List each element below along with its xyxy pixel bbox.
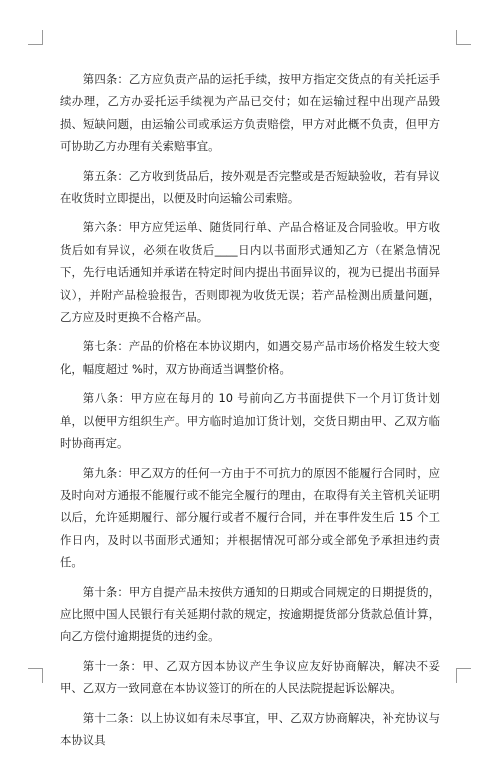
clause-article-7: 第七条：产品的价格在本协议期内，如遇交易产品市场价格发生较大变化，幅度超过 %时，双方协商适当调整价格。: [60, 339, 440, 376]
clause-article-6: 第六条：甲方应凭运单、随货同行单、产品合格证及合同验收。甲方收货后如有异议，必须在收货后____日内以书面形式通知乙方（在紧急情况下，先行电话通知并承诺在特定时间内提出书面异议的，视为已提出书面异议），并附产品检验报告，否则即视为收货无误；若产品检测出质量问题，乙方应及时更换不合格产品。: [60, 220, 440, 325]
page-corner-mark-bottom-left: [28, 668, 43, 683]
page-corner-mark-top-right: [456, 30, 471, 45]
clause-article-10: 第十条：甲方自提产品未按供方通知的日期或合同规定的日期提货的，应比照中国人民银行有关延期付款的规定，按逾期提货部分货款总值计算，向乙方偿付逾期提货的违约金。: [60, 584, 440, 644]
document-body: [60, 68, 440, 758]
page-corner-mark-bottom-right: [456, 668, 471, 683]
clause-article-5: 第五条：乙方收到货品后，按外观是否完整或是否短缺验收，若有异议在收货时立即提出，以便及时向运输公司索赔。: [60, 168, 440, 206]
page-corner-mark-top-left: [28, 30, 43, 45]
clause-article-4: 第四条：乙方应负责产品的运托手续，按甲方指定交货点的有关托运手续办理，乙方办妥托运手续视为产品已交付；如在运输过程中出现产品毁损、短缺问题，由运输公司或承运方负责赔偿，甲方对此概不负责，但甲方可协助乙方办理有关索赔事宜。: [60, 72, 440, 154]
clause-article-12: 第十二条：以上协议如有未尽事宜，甲、乙双方协商解决，补充协议与本协议具: [60, 710, 440, 747]
clause-article-8: 第八条：甲方应在每月的 10 号前向乙方书面提供下一个月订货计划单，以便甲方组织生产。甲方临时追加订货计划，交货日期由甲、乙双方临时协商再定。: [60, 391, 440, 451]
clause-article-11: 第十一条：甲、乙双方因本协议产生争议应友好协商解决，解决不妥甲、乙双方一致同意在本协议签订的所在的人民法院提起诉讼解决。: [60, 658, 440, 696]
clause-article-9: 第九条：甲乙双方的任何一方由于不可抗力的原因不能履行合同时，应及时向对方通报不能履行或不能完全履行的理由，在取得有关主管机关证明以后，允许延期履行、部分履行或者不履行合同，并在事件发生后 15 个工作日内，及时以书面形式通知；并根据情况可部分或全部免予承担违约责任。: [60, 465, 440, 570]
